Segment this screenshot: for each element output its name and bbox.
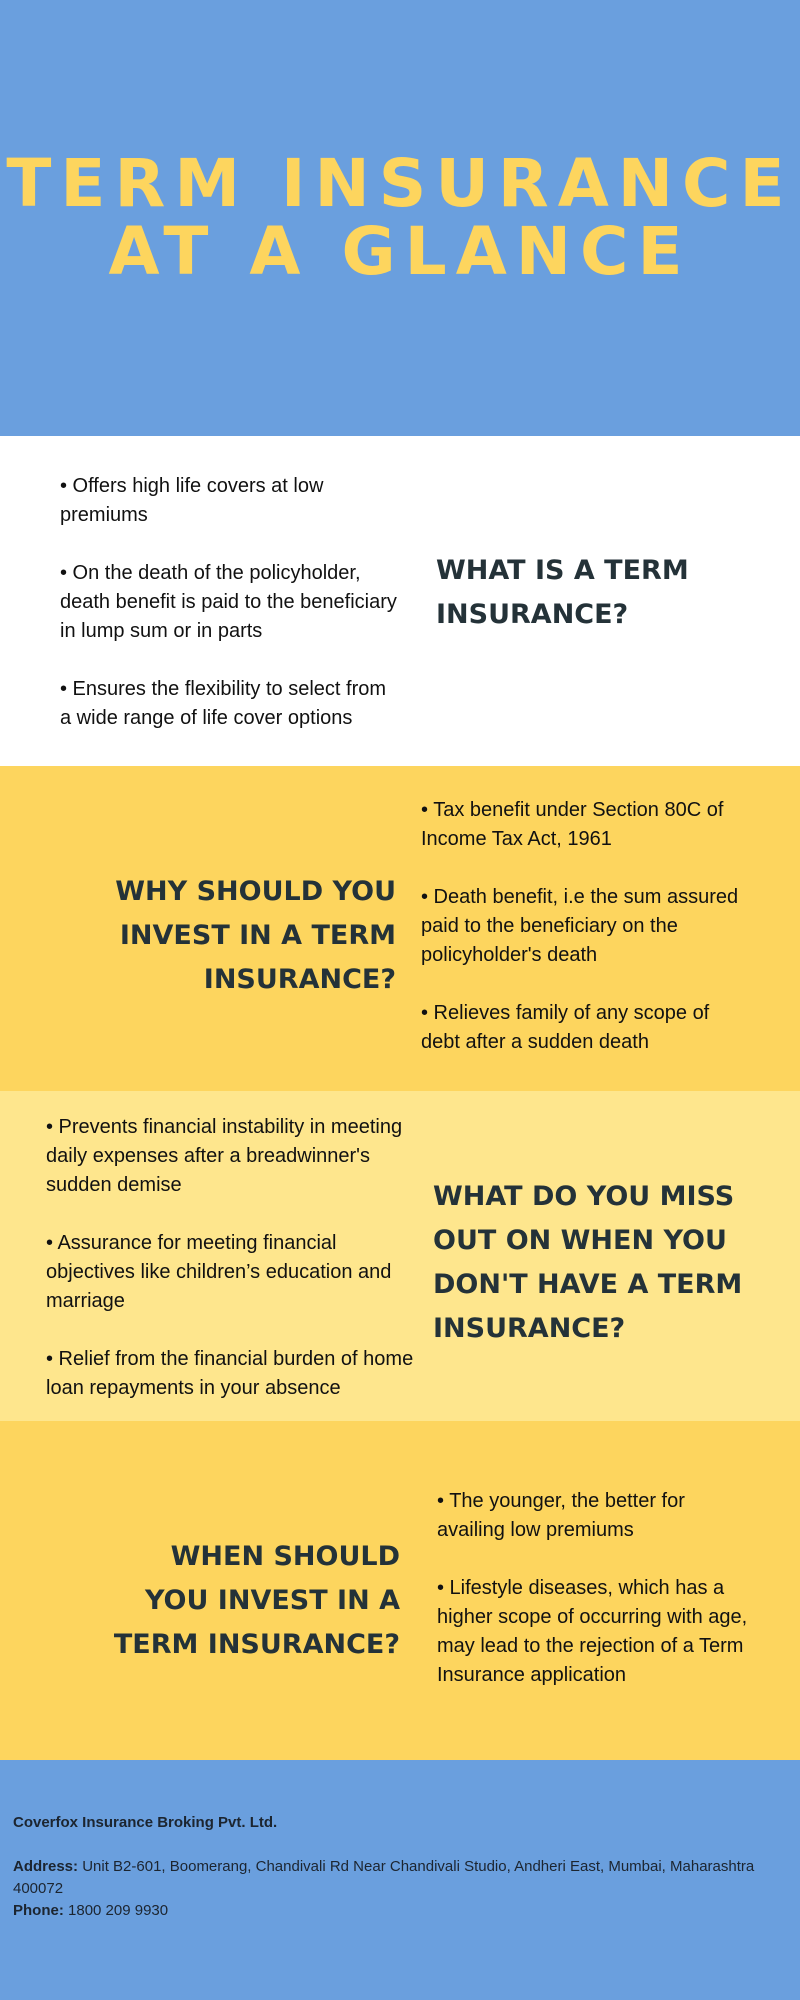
section-heading: WHY SHOULD YOU INVEST IN A TERM INSURANCE? xyxy=(115,876,396,995)
bullet-item: • Prevents financial instability in meeting daily expenses after a breadwinner's sudden demise xyxy=(46,1116,403,1196)
bullet-item: • Ensures the flexibility to select from a wide range of life cover options xyxy=(60,678,387,729)
bullet-item: • Relief from the financial burden of home loan repayments in your absence xyxy=(46,1348,414,1399)
page-title xyxy=(0,145,800,290)
bullet-list xyxy=(437,1487,757,1690)
bullet-item: • Relieves family of any scope of debt after a sudden death xyxy=(421,1002,710,1053)
bullet-item: • On the death of the policyholder, death benefit is paid to the beneficiary in lump sum or in parts xyxy=(60,562,397,642)
section-heading: WHEN SHOULD YOU INVEST IN A TERM INSURANCE? xyxy=(113,1541,400,1660)
bullet-item: • Assurance for meeting financial objectives like children’s education and marriage xyxy=(46,1232,392,1312)
company-address xyxy=(13,1856,798,1900)
bullet-item: • Tax benefit under Section 80C of Income Tax Act, 1961 xyxy=(421,799,724,850)
hero-banner xyxy=(0,0,800,436)
section-why-invest xyxy=(0,766,800,1091)
bullet-list xyxy=(60,472,400,733)
bullet-item: • Offers high life covers at low premiums xyxy=(60,475,324,526)
phone-label: Phone: xyxy=(13,1902,64,1919)
section-what-is xyxy=(0,436,800,766)
address-value: Unit B2-601, Boomerang, Chandivali Rd Near Chandivali Studio, Andheri East, Mumbai, Maharashtra 400072 xyxy=(13,1858,755,1897)
bullet-list xyxy=(46,1113,416,1403)
title-line-1: TERM INSURANCE xyxy=(6,145,794,222)
bullet-item: • The younger, the better for availing low premiums xyxy=(437,1490,685,1541)
bullet-item: • Death benefit, i.e the sum assured paid to the beneficiary on the policyholder's death xyxy=(421,886,739,966)
bullet-item: • Lifestyle diseases, which has a higher scope of occurring with age, may lead to the rejection of a Term Insurance application xyxy=(437,1577,748,1686)
company-phone xyxy=(13,1900,168,1922)
footer xyxy=(0,1760,800,2000)
section-heading: WHAT IS A TERM INSURANCE? xyxy=(436,555,689,630)
phone-value: 1800 209 9930 xyxy=(68,1902,169,1919)
address-label: Address: xyxy=(13,1858,79,1875)
company-name: Coverfox Insurance Broking Pvt. Ltd. xyxy=(13,1814,278,1831)
section-miss-out xyxy=(0,1091,800,1421)
section-when-invest xyxy=(0,1421,800,1760)
title-line-2: AT A GLANCE xyxy=(108,213,692,290)
section-heading: WHAT DO YOU MISS OUT ON WHEN YOU DON'T HAVE A TERM INSURANCE? xyxy=(433,1181,743,1344)
bullet-list xyxy=(421,796,741,1057)
